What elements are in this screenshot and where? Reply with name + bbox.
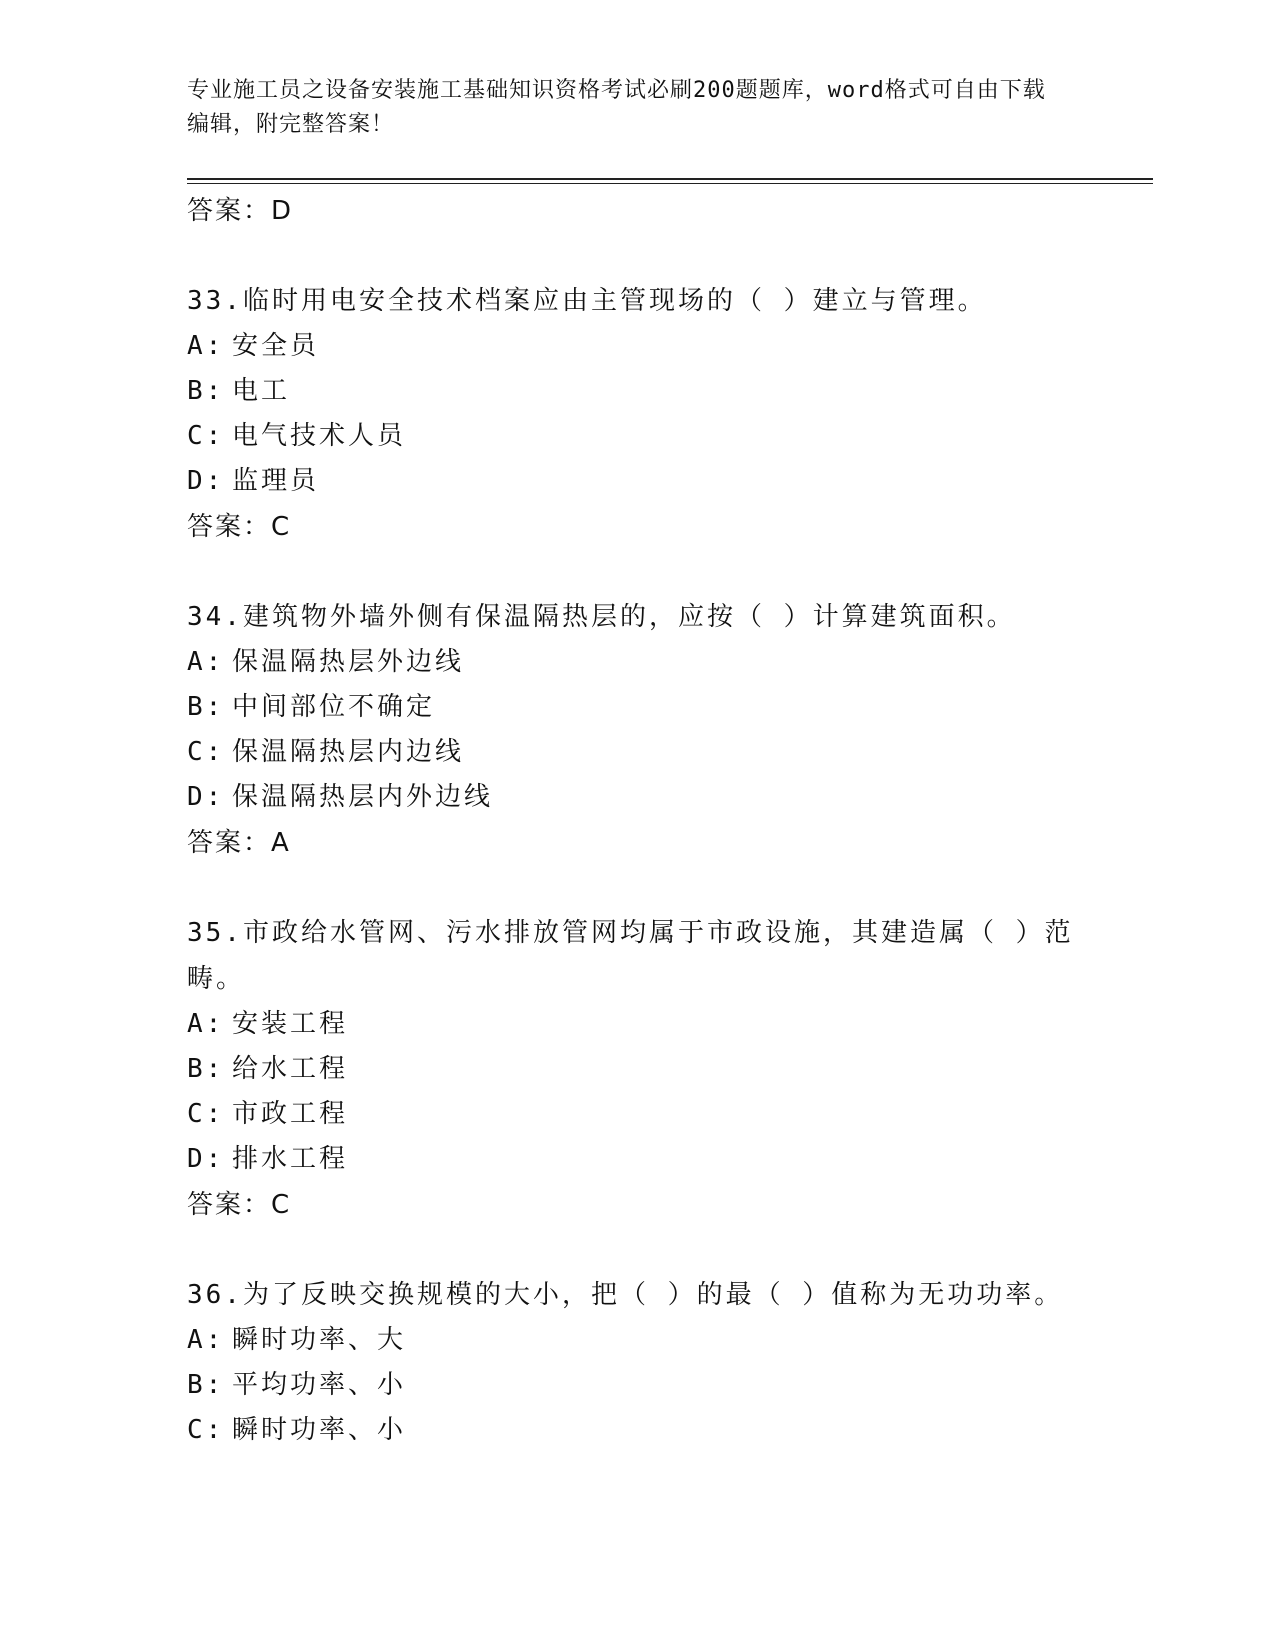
option-letter: A: xyxy=(187,647,225,677)
option-letter: D: xyxy=(187,782,225,812)
option-letter: A: xyxy=(187,1009,225,1039)
answer-line: 答案：A xyxy=(187,828,291,858)
question-34 xyxy=(187,594,1087,866)
option-text: 监理员 xyxy=(232,466,320,496)
option-b xyxy=(187,1047,1087,1092)
answer-line: 答案：D xyxy=(187,196,294,226)
option-letter: A: xyxy=(187,331,225,361)
option-letter: D: xyxy=(187,1144,225,1174)
question-35 xyxy=(187,910,1087,1228)
option-a xyxy=(187,1318,1087,1363)
option-text: 瞬时功率、小 xyxy=(232,1415,407,1445)
option-a xyxy=(187,640,1087,685)
option-text: 市政工程 xyxy=(232,1099,349,1129)
option-b xyxy=(187,685,1087,730)
question-stem: 35.市政给水管网、污水排放管网均属于市政设施，其建造属（ ）范畴。 xyxy=(187,918,1074,994)
option-letter: C: xyxy=(187,421,225,451)
question-list xyxy=(187,188,1087,1453)
option-letter: D: xyxy=(187,466,225,496)
option-b xyxy=(187,1363,1087,1408)
option-c xyxy=(187,414,1087,459)
option-text: 电工 xyxy=(232,376,291,406)
header-rule-thin xyxy=(187,183,1153,184)
option-letter: B: xyxy=(187,1054,225,1084)
option-d xyxy=(187,1137,1087,1182)
option-text: 安装工程 xyxy=(232,1009,349,1039)
option-b xyxy=(187,369,1087,414)
option-d xyxy=(187,775,1087,820)
option-text: 平均功率、小 xyxy=(232,1370,407,1400)
option-letter: B: xyxy=(187,376,225,406)
option-text: 中间部位不确定 xyxy=(232,692,436,722)
option-a xyxy=(187,1002,1087,1047)
option-c xyxy=(187,1092,1087,1137)
option-d xyxy=(187,459,1087,504)
question-stem: 36.为了反映交换规模的大小，把（ ）的最（ ）值称为无功功率。 xyxy=(187,1280,1064,1310)
question-36 xyxy=(187,1272,1087,1453)
option-text: 瞬时功率、大 xyxy=(232,1325,407,1355)
answer-line: 答案：C xyxy=(187,1190,292,1220)
option-text: 给水工程 xyxy=(232,1054,349,1084)
page-header: 专业施工员之设备安装施工基础知识资格考试必刷200题题库，word格式可自由下载编辑，附完整答案！ xyxy=(187,78,1046,137)
option-text: 排水工程 xyxy=(232,1144,349,1174)
answer-line: 答案：C xyxy=(187,512,292,542)
option-letter: C: xyxy=(187,737,225,767)
option-text: 安全员 xyxy=(232,331,320,361)
option-c xyxy=(187,1408,1087,1453)
option-letter: B: xyxy=(187,692,225,722)
option-a xyxy=(187,324,1087,369)
header-rule-thick xyxy=(187,178,1153,180)
option-text: 保温隔热层内外边线 xyxy=(232,782,494,812)
question-33 xyxy=(187,278,1087,550)
option-letter: C: xyxy=(187,1099,225,1129)
option-letter: C: xyxy=(187,1415,225,1445)
option-text: 保温隔热层外边线 xyxy=(232,647,465,677)
question-stem: 33.临时用电安全技术档案应由主管现场的（ ）建立与管理。 xyxy=(187,286,987,316)
option-text: 保温隔热层内边线 xyxy=(232,737,465,767)
option-text: 电气技术人员 xyxy=(232,421,407,451)
question-stem: 34.建筑物外墙外侧有保温隔热层的，应按（ ）计算建筑面积。 xyxy=(187,602,1016,632)
option-letter: B: xyxy=(187,1370,225,1400)
option-letter: A: xyxy=(187,1325,225,1355)
option-c xyxy=(187,730,1087,775)
